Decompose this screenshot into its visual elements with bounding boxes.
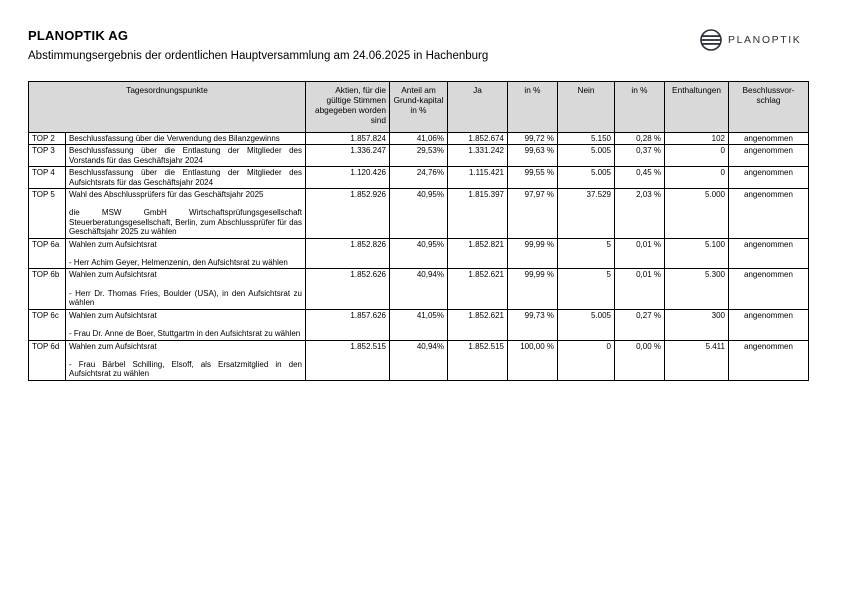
yes-percent-cell: 99,73 % bbox=[508, 309, 558, 340]
agenda-item-number: TOP 4 bbox=[29, 167, 66, 189]
agenda-item-detail: - Herr Achim Geyer, Helmenzenin, den Aufsichtsrat zu wählen bbox=[69, 258, 288, 268]
yes-votes-cell: 1.852.821 bbox=[448, 238, 508, 269]
agenda-item-title: Wahl des Abschlussprüfers für das Geschäftsjahr 2025 bbox=[69, 190, 264, 200]
yes-votes-cell: 1.852.621 bbox=[448, 309, 508, 340]
agenda-item-text bbox=[66, 189, 306, 239]
yes-percent-cell: 99,99 % bbox=[508, 238, 558, 269]
yes-percent-cell: 99,55 % bbox=[508, 167, 558, 189]
yes-percent-cell: 99,72 % bbox=[508, 133, 558, 145]
shares-cell: 1.852.626 bbox=[306, 269, 390, 309]
agenda-item-number: TOP 6a bbox=[29, 238, 66, 269]
agenda-item-text bbox=[66, 340, 306, 380]
planoptik-logo-icon bbox=[700, 29, 722, 51]
capital-share-cell: 29,53% bbox=[390, 145, 448, 167]
agenda-item-detail: - Frau Bärbel Schilling, Elsoff, als Ersatzmitglied in den Aufsichtsrat zu wählen bbox=[69, 359, 302, 379]
abstentions-cell: 0 bbox=[665, 167, 729, 189]
col-abstain: Enthaltungen bbox=[665, 82, 729, 133]
proposal-result-cell: angenommen bbox=[729, 167, 809, 189]
col-shares: Aktien, für die gültige Stimmen abgegeben worden sind bbox=[306, 82, 390, 133]
agenda-item-text bbox=[66, 145, 306, 167]
proposal-result-cell: angenommen bbox=[729, 238, 809, 269]
logo-wordmark: PLANOPTIK bbox=[728, 34, 802, 46]
agenda-item-number: TOP 6b bbox=[29, 269, 66, 309]
capital-share-cell: 41,05% bbox=[390, 309, 448, 340]
no-percent-cell: 0,00 % bbox=[615, 340, 665, 380]
agenda-item-detail: - Frau Dr. Anne de Boer, Stuttgartm in den Aufsichtsrat zu wählen bbox=[69, 329, 301, 339]
yes-votes-cell: 1.331.242 bbox=[448, 145, 508, 167]
yes-percent-cell: 97,97 % bbox=[508, 189, 558, 239]
agenda-item-title: Wahlen zum Aufsichtsrat bbox=[69, 341, 157, 351]
voting-results-table bbox=[28, 81, 809, 381]
capital-share-cell: 40,94% bbox=[390, 340, 448, 380]
agenda-item-text bbox=[66, 167, 306, 189]
proposal-result-cell: angenommen bbox=[729, 340, 809, 380]
table-row bbox=[29, 145, 809, 167]
table-row bbox=[29, 167, 809, 189]
shares-cell: 1.857.626 bbox=[306, 309, 390, 340]
capital-share-cell: 40,95% bbox=[390, 189, 448, 239]
agenda-item-text bbox=[66, 238, 306, 269]
table-row bbox=[29, 269, 809, 309]
col-proposal: Beschlussvor-schlag bbox=[729, 82, 809, 133]
abstentions-cell: 5.411 bbox=[665, 340, 729, 380]
agenda-item-title: Wahlen zum Aufsichtsrat bbox=[69, 310, 157, 320]
table-row bbox=[29, 238, 809, 269]
no-votes-cell: 37.529 bbox=[558, 189, 615, 239]
col-no: Nein bbox=[558, 82, 615, 133]
no-votes-cell: 5 bbox=[558, 238, 615, 269]
col-no-pct: in % bbox=[615, 82, 665, 133]
agenda-item-title: Beschlussfassung über die Entlastung der Mitglieder des Aufsichtsrats für das Geschäftsjahr 2024 bbox=[69, 168, 302, 187]
proposal-result-cell: angenommen bbox=[729, 269, 809, 309]
agenda-item-number: TOP 3 bbox=[29, 145, 66, 167]
no-votes-cell: 5.150 bbox=[558, 133, 615, 145]
no-percent-cell: 0,27 % bbox=[615, 309, 665, 340]
capital-share-cell: 40,94% bbox=[390, 269, 448, 309]
agenda-item-number: TOP 5 bbox=[29, 189, 66, 239]
no-percent-cell: 0,28 % bbox=[615, 133, 665, 145]
capital-share-cell: 40,95% bbox=[390, 238, 448, 269]
yes-votes-cell: 1.815.397 bbox=[448, 189, 508, 239]
shares-cell: 1.852.826 bbox=[306, 238, 390, 269]
shares-cell: 1.857.824 bbox=[306, 133, 390, 145]
yes-percent-cell: 99,63 % bbox=[508, 145, 558, 167]
shares-cell: 1.120.426 bbox=[306, 167, 390, 189]
table-row bbox=[29, 309, 809, 340]
no-percent-cell: 0,45 % bbox=[615, 167, 665, 189]
yes-percent-cell: 99,99 % bbox=[508, 269, 558, 309]
abstentions-cell: 102 bbox=[665, 133, 729, 145]
agenda-item-number: TOP 2 bbox=[29, 133, 66, 145]
shares-cell: 1.336.247 bbox=[306, 145, 390, 167]
agenda-item-detail: - Herr Dr. Thomas Fries, Boulder (USA), in den Aufsichtsrat zu wählen bbox=[69, 288, 302, 308]
abstentions-cell: 300 bbox=[665, 309, 729, 340]
abstentions-cell: 5.100 bbox=[665, 238, 729, 269]
capital-share-cell: 24,76% bbox=[390, 167, 448, 189]
shares-cell: 1.852.515 bbox=[306, 340, 390, 380]
agenda-item-title: Beschlussfassung über die Verwendung des Bilanzgewinns bbox=[69, 134, 280, 143]
shares-cell: 1.852.926 bbox=[306, 189, 390, 239]
no-votes-cell: 5.005 bbox=[558, 145, 615, 167]
table-row bbox=[29, 189, 809, 239]
abstentions-cell: 5.000 bbox=[665, 189, 729, 239]
agenda-item-text bbox=[66, 133, 306, 145]
agenda-item-text bbox=[66, 309, 306, 340]
no-percent-cell: 0,01 % bbox=[615, 269, 665, 309]
table-row bbox=[29, 340, 809, 380]
no-votes-cell: 0 bbox=[558, 340, 615, 380]
no-votes-cell: 5.005 bbox=[558, 309, 615, 340]
agenda-item-detail: die MSW GmbH Wirtschaftsprüfungsgesellschaft Steuerberatungsgesellschaft, Berlin, zum Abschlussprüfer für das Geschäftsjahr 2025 zu wählen bbox=[69, 208, 302, 237]
agenda-item-title: Beschlussfassung über die Entlastung der Mitglieder des Vorstands für das Geschäftsjahr 2024 bbox=[69, 146, 302, 165]
proposal-result-cell: angenommen bbox=[729, 309, 809, 340]
table-row bbox=[29, 133, 809, 145]
capital-share-cell: 41,06% bbox=[390, 133, 448, 145]
abstentions-cell: 5.300 bbox=[665, 269, 729, 309]
proposal-result-cell: angenommen bbox=[729, 189, 809, 239]
agenda-item-number: TOP 6d bbox=[29, 340, 66, 380]
agenda-item-title: Wahlen zum Aufsichtsrat bbox=[69, 270, 157, 280]
yes-percent-cell: 100,00 % bbox=[508, 340, 558, 380]
page-title: PLANOPTIK AG bbox=[28, 28, 129, 43]
no-percent-cell: 2,03 % bbox=[615, 189, 665, 239]
col-agenda: Tagesordnungspunkte bbox=[29, 82, 306, 133]
yes-votes-cell: 1.852.515 bbox=[448, 340, 508, 380]
col-yes: Ja bbox=[448, 82, 508, 133]
table-header-row bbox=[29, 82, 809, 133]
yes-votes-cell: 1.852.621 bbox=[448, 269, 508, 309]
agenda-item-title: Wahlen zum Aufsichtsrat bbox=[69, 239, 157, 249]
page-subtitle: Abstimmungsergebnis der ordentlichen Hauptversammlung am 24.06.2025 in Hachenburg bbox=[28, 50, 489, 62]
yes-votes-cell: 1.115.421 bbox=[448, 167, 508, 189]
agenda-item-text bbox=[66, 269, 306, 309]
no-votes-cell: 5 bbox=[558, 269, 615, 309]
proposal-result-cell: angenommen bbox=[729, 133, 809, 145]
no-votes-cell: 5.005 bbox=[558, 167, 615, 189]
yes-votes-cell: 1.852.674 bbox=[448, 133, 508, 145]
no-percent-cell: 0,37 % bbox=[615, 145, 665, 167]
col-yes-pct: in % bbox=[508, 82, 558, 133]
proposal-result-cell: angenommen bbox=[729, 145, 809, 167]
col-capital: Anteil am Grund-kapital in % bbox=[390, 82, 448, 133]
no-percent-cell: 0,01 % bbox=[615, 238, 665, 269]
abstentions-cell: 0 bbox=[665, 145, 729, 167]
agenda-item-number: TOP 6c bbox=[29, 309, 66, 340]
company-logo bbox=[700, 28, 812, 52]
